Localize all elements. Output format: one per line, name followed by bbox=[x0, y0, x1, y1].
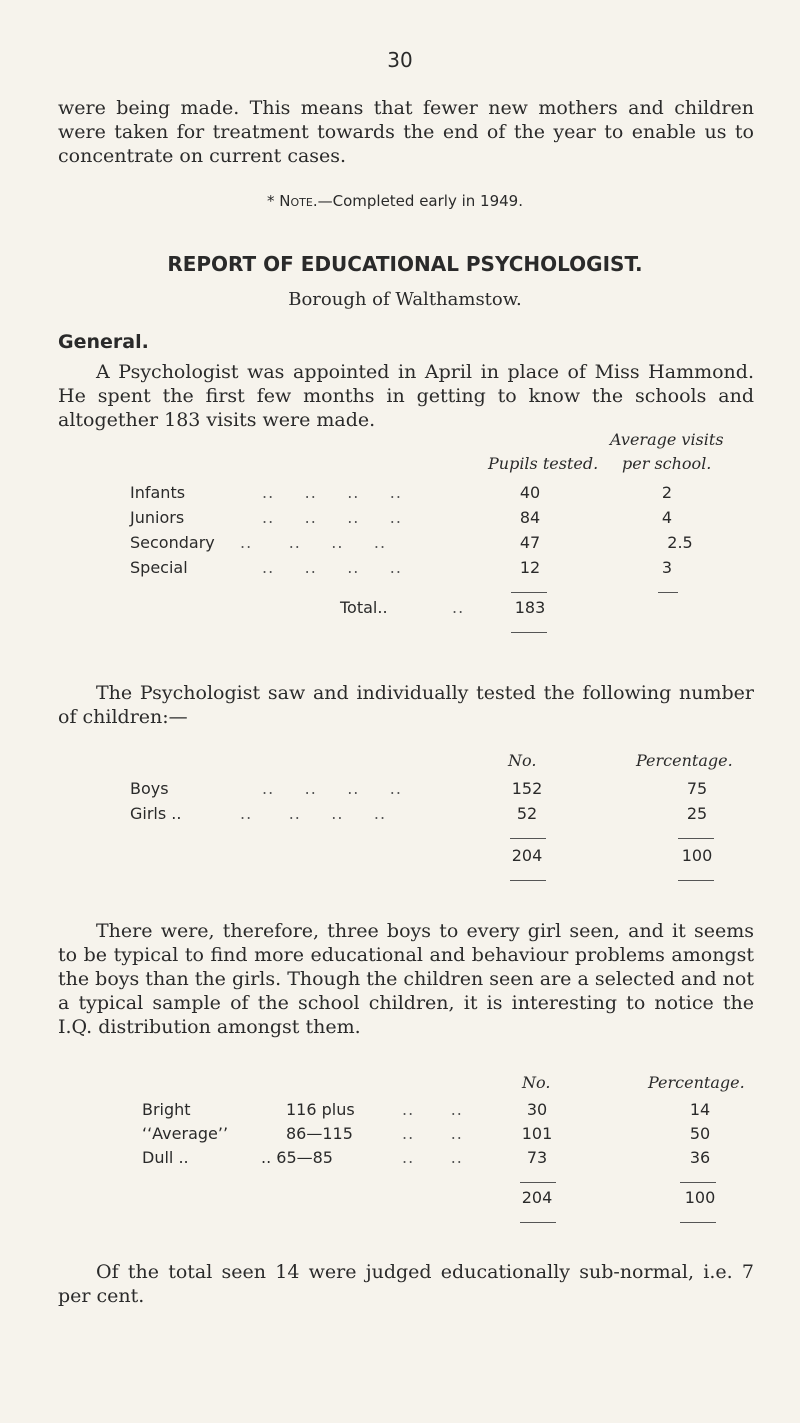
paragraph-iq-distribution: There were, therefore, three boys to every girl seen, and it seems to be typical to find more educational and behaviour problems amongst the boys than the girls. Though the children seen are a selected and not a typical sample of the school children, it is interesting to notice the I.Q. distribution amongst them. bbox=[58, 920, 754, 1038]
no-value: 73 bbox=[526, 1148, 548, 1167]
row-range: 116 plus bbox=[286, 1100, 355, 1119]
sum-rule bbox=[680, 1222, 716, 1223]
pupils-value: 84 bbox=[519, 508, 541, 527]
paragraph-children-tested: The Psychologist saw and individually tested the following number of children:— bbox=[58, 682, 754, 728]
section-title: General. bbox=[58, 331, 149, 353]
pct-value: 25 bbox=[686, 804, 708, 823]
intro-paragraph: were being made. This means that fewer new mothers and children were taken for treatment towards the end of the year to enable us to concentrate on current cases. bbox=[58, 97, 754, 167]
total-row bbox=[0, 846, 800, 870]
pct-value: 50 bbox=[689, 1124, 711, 1143]
sum-rule bbox=[520, 1182, 556, 1183]
row-label: Infants bbox=[130, 483, 186, 502]
row-label: Special bbox=[130, 558, 188, 577]
pupils-value: 40 bbox=[519, 483, 541, 502]
table-row bbox=[0, 558, 800, 582]
leader-dots: .. .. .. .. bbox=[262, 558, 402, 577]
table1-header-avg-line2: per school. bbox=[622, 454, 712, 473]
sum-rule bbox=[678, 838, 714, 839]
general-paragraph: A Psychologist was appointed in April in place of Miss Hammond. He spent the first few months in getting to know the schools and altogether 183 visits were made. bbox=[58, 361, 754, 431]
page-number: 30 bbox=[387, 48, 413, 72]
footnote-label: Note bbox=[279, 192, 313, 210]
sum-rule bbox=[511, 632, 547, 633]
avg-value: 4 bbox=[661, 508, 673, 527]
table-row bbox=[0, 1100, 800, 1124]
row-label: ‘‘Average’’ bbox=[142, 1124, 229, 1143]
footnote bbox=[0, 192, 790, 210]
table-row bbox=[0, 1148, 800, 1172]
leader-dots: .. .. .. .. bbox=[240, 804, 387, 823]
sum-rule bbox=[680, 1182, 716, 1183]
sum-rule bbox=[678, 880, 714, 881]
table-row bbox=[0, 483, 800, 507]
report-heading: REPORT OF EDUCATIONAL PSYCHOLOGIST. bbox=[167, 252, 643, 276]
leader-dots: .. .. .. .. bbox=[262, 483, 402, 502]
sum-rule bbox=[511, 592, 547, 593]
no-value: 152 bbox=[511, 779, 543, 798]
table3-header-pct: Percentage. bbox=[648, 1073, 745, 1092]
total-no: 204 bbox=[511, 846, 543, 865]
row-label: Boys bbox=[130, 779, 169, 798]
table-row bbox=[0, 508, 800, 532]
pct-value: 75 bbox=[686, 779, 708, 798]
paragraph-subnormal: Of the total seen 14 were judged educationally sub-normal, i.e. 7 per cent. bbox=[58, 1261, 754, 1307]
no-value: 52 bbox=[516, 804, 538, 823]
row-range: 86—115 bbox=[286, 1124, 353, 1143]
table2-header-pct: Percentage. bbox=[636, 751, 733, 770]
row-range: .. 65—85 bbox=[261, 1148, 333, 1167]
sum-rule bbox=[510, 880, 546, 881]
table-row bbox=[0, 804, 800, 828]
avg-value: 2 bbox=[661, 483, 673, 502]
sum-rule bbox=[510, 838, 546, 839]
row-label: Juniors bbox=[130, 508, 185, 527]
leader-dots: .. .. .. .. bbox=[262, 508, 402, 527]
table2-header-no: No. bbox=[508, 751, 537, 770]
table-row bbox=[0, 779, 800, 803]
footnote-marker: * bbox=[267, 192, 280, 210]
table1-header-pupils: Pupils tested. bbox=[488, 454, 599, 473]
leader-dots: .. .. .. .. bbox=[240, 533, 387, 552]
row-label: Girls .. bbox=[130, 804, 182, 823]
row-label: Secondary bbox=[130, 533, 215, 552]
table-row bbox=[0, 1124, 800, 1148]
pct-value: 36 bbox=[689, 1148, 711, 1167]
table3-header-no: No. bbox=[522, 1073, 551, 1092]
table-row bbox=[0, 533, 800, 557]
pupils-value: 47 bbox=[519, 533, 541, 552]
avg-value: 2.5 bbox=[667, 533, 693, 552]
leader-dots: .. bbox=[452, 598, 465, 617]
footnote-text: .—Completed early in 1949. bbox=[312, 192, 523, 210]
pct-value: 14 bbox=[689, 1100, 711, 1119]
total-pupils: 183 bbox=[514, 598, 546, 617]
total-no: 204 bbox=[521, 1188, 553, 1207]
leader-dots: .. .. bbox=[402, 1100, 463, 1119]
no-value: 101 bbox=[521, 1124, 553, 1143]
sum-rule bbox=[520, 1222, 556, 1223]
table1-header-avg-line1: Average visits bbox=[610, 430, 724, 449]
leader-dots: .. .. bbox=[402, 1124, 463, 1143]
total-pct: 100 bbox=[681, 846, 713, 865]
sum-rule bbox=[658, 592, 678, 593]
no-value: 30 bbox=[526, 1100, 548, 1119]
leader-dots: .. .. bbox=[402, 1148, 463, 1167]
total-row bbox=[0, 598, 800, 622]
report-subheading: Borough of Walthamstow. bbox=[288, 289, 522, 310]
avg-value: 3 bbox=[661, 558, 673, 577]
total-pct: 100 bbox=[684, 1188, 716, 1207]
pupils-value: 12 bbox=[519, 558, 541, 577]
row-label: Dull .. bbox=[142, 1148, 189, 1167]
row-label: Bright bbox=[142, 1100, 191, 1119]
total-label: Total.. bbox=[340, 598, 388, 617]
leader-dots: .. .. .. .. bbox=[262, 779, 402, 798]
total-row bbox=[0, 1188, 800, 1212]
